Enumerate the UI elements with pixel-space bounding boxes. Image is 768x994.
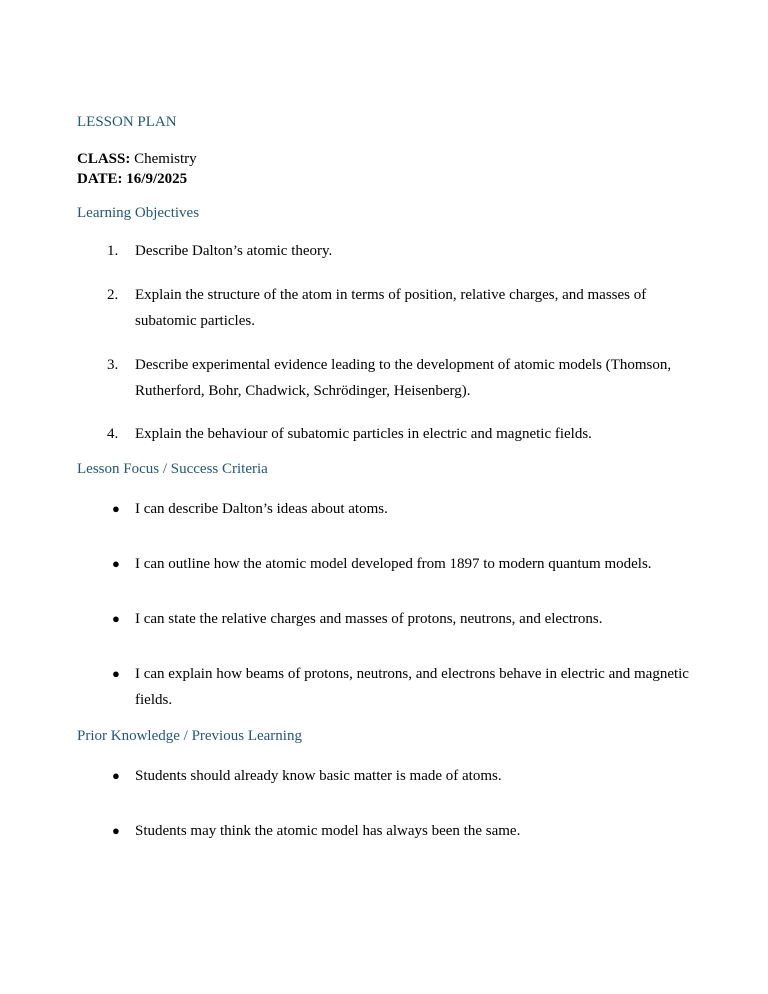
bullet-icon: ● [112,823,120,838]
list-item: Describe experimental evidence leading to the development of atomic models (Thomson, Rutherford, Bohr, Chadwick, Schrödinger, Heisenberg). [135,357,672,399]
section-heading-success-criteria: Lesson Focus / Success Criteria [77,461,268,477]
class-line [77,150,197,168]
list-item: I can explain how beams of protons, neutrons, and electrons behave in electric and magnetic fields. [135,666,689,708]
section-heading-learning-objectives: Learning Objectives [77,205,200,221]
bullet-icon: ● [112,611,120,626]
bullet-icon: ● [112,556,120,571]
date-line [77,170,187,188]
list-item: Explain the structure of the atom in terms of position, relative charges, and masses of subatomic particles. [135,287,647,329]
bullet-icon: ● [112,501,120,516]
list-item: I can state the relative charges and masses of protons, neutrons, and electrons. [135,611,603,627]
section-heading-prior-knowledge: Prior Knowledge / Previous Learning [77,728,302,744]
list-item: Describe Dalton’s atomic theory. [135,243,333,259]
list-marker: 3. [107,357,119,373]
bullet-icon: ● [112,666,120,681]
list-item: Students should already know basic matter is made of atoms. [135,768,502,784]
class-value: Chemistry [134,151,197,167]
list-item: Explain the behaviour of subatomic particles in electric and magnetic fields. [135,426,592,442]
list-marker: 1. [107,243,119,259]
list-marker: 2. [107,287,119,303]
list-marker: 4. [107,426,119,442]
list-item: I can describe Dalton’s ideas about atoms. [135,501,388,517]
document-title: LESSON PLAN [77,114,177,130]
date-label: DATE: 16/9/2025 [77,171,188,187]
list-item: I can outline how the atomic model developed from 1897 to modern quantum models. [135,556,652,572]
bullet-icon: ● [112,768,120,783]
list-item: Students may think the atomic model has always been the same. [135,823,521,839]
class-label: CLASS: [77,151,131,167]
